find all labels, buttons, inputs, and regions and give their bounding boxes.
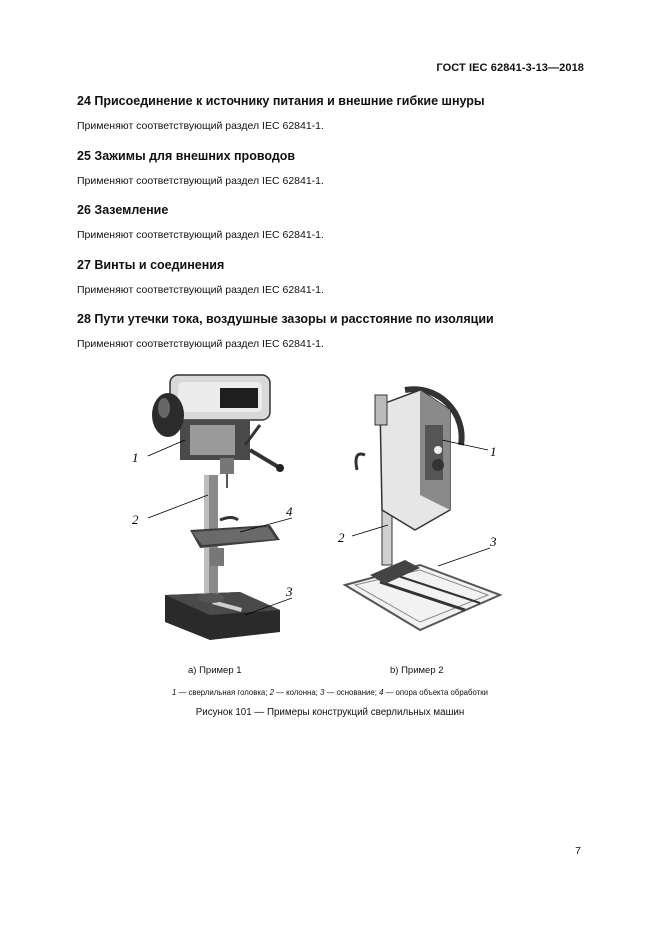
section-25 xyxy=(77,149,597,187)
section-24 xyxy=(77,94,597,132)
legend-text-1: — сверлильная головка; xyxy=(176,688,270,697)
section-text: Применяют соответствующий раздел IEC 62841-1. xyxy=(77,284,324,296)
section-text: Применяют соответствующий раздел IEC 62841-1. xyxy=(77,175,324,187)
legend-text-4: — опора объекта обработки xyxy=(383,688,488,697)
legend-num-2: 2 xyxy=(269,688,274,697)
section-text: Применяют соответствующий раздел IEC 62841-1. xyxy=(77,229,324,241)
sub-caption-a: а) Пример 1 xyxy=(188,665,242,676)
section-title: 26 Заземление xyxy=(77,203,169,217)
figure-caption: Рисунок 101 — Примеры конструкций сверлильных машин xyxy=(195,707,465,718)
section-text: Применяют соответствующий раздел IEC 62841-1. xyxy=(77,120,324,132)
section-title: 27 Винты и соединения xyxy=(77,258,225,272)
section-28 xyxy=(77,312,597,350)
legend-text-2: — колонна; xyxy=(273,688,320,697)
figure-legend xyxy=(130,688,530,697)
callout-2-example-1: 2 xyxy=(132,512,139,527)
sub-caption-b: b) Пример 2 xyxy=(390,665,444,676)
section-title: 24 Присоединение к источнику питания и внешние гибкие шнуры xyxy=(77,94,485,108)
callout-2-example-2: 2 xyxy=(338,530,345,545)
callout-4-example-1: 4 xyxy=(286,504,293,519)
section-title: 25 Зажимы для внешних проводов xyxy=(77,149,296,163)
section-27 xyxy=(77,258,597,296)
legend-text-3: — основание; xyxy=(324,688,380,697)
legend-num-3: 3 xyxy=(320,688,325,697)
callout-3-example-2: 3 xyxy=(490,534,497,549)
drill-example-2 xyxy=(338,389,500,630)
callout-3-example-1: 3 xyxy=(286,584,293,599)
callout-1-example-2: 1 xyxy=(490,444,497,459)
document-header: ГОСТ IEC 62841-3-13—2018 xyxy=(436,62,584,74)
callout-1-example-1: 1 xyxy=(132,450,139,465)
section-text: Применяют соответствующий раздел IEC 62841-1. xyxy=(77,338,324,350)
legend-num-4: 4 xyxy=(379,688,384,697)
drilling-machines-figure xyxy=(120,370,560,650)
section-26 xyxy=(77,203,597,241)
legend-num-1: 1 xyxy=(172,688,177,697)
page-number: 7 xyxy=(575,845,581,857)
drill-press-example-1 xyxy=(132,375,293,640)
section-title: 28 Пути утечки тока, воздушные зазоры и расстояние по изоляции xyxy=(77,312,494,326)
